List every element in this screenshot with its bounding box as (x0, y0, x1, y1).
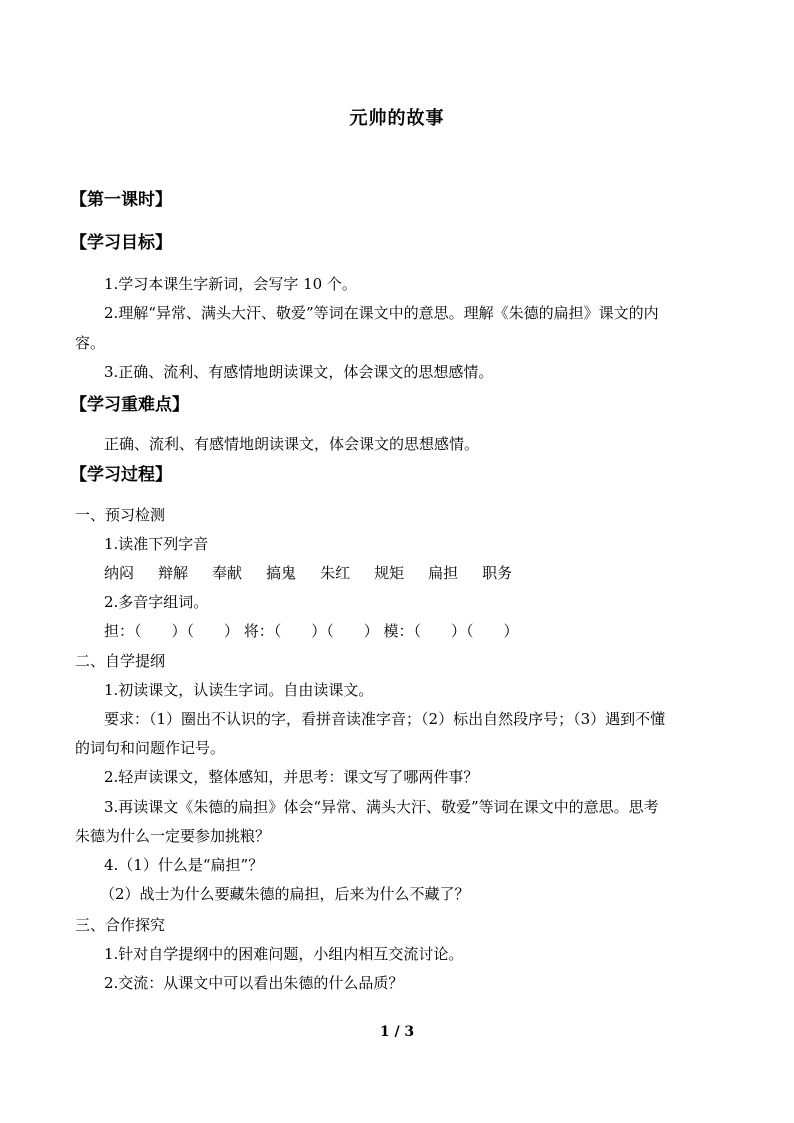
word-item: 辩解 (158, 564, 189, 582)
self-study-1: 1.初读课文，认读生字词。自由读课文。 (104, 681, 374, 699)
part-3-heading: 三、合作探究 (75, 916, 166, 934)
self-study-3: 3.再读课文《朱德的扁担》体会“异常、满头大汗、敬爱”等词在课文中的意思。思考 (104, 798, 659, 816)
key-points-text: 正确、流利、有感情地朗读课文，体会课文的思想感情。 (104, 435, 480, 453)
word-item: 奉献 (212, 564, 243, 582)
cooperation-2: 2.交流：从课文中可以看出朱德的什么品质？ (104, 974, 404, 992)
page-number: 1 / 3 (379, 1024, 415, 1040)
page-title: 元帅的故事 (349, 108, 445, 129)
part-1-heading: 一、预习检测 (75, 506, 166, 524)
word-list (104, 563, 512, 583)
requirements-continued: 的词句和问题作记号。 (75, 739, 226, 757)
read-words-prompt: 1.读准下列字音 (104, 535, 209, 553)
word-item: 搞鬼 (266, 564, 297, 582)
process-heading: 【学习过程】 (70, 465, 172, 485)
self-study-4: 4.（1）什么是“扁担”？ (104, 856, 264, 874)
word-item: 规矩 (374, 564, 405, 582)
cooperation-1: 1.针对自学提纲中的困难问题，小组内相互交流讨论。 (104, 945, 464, 963)
key-points-heading: 【学习重难点】 (70, 395, 189, 415)
word-item: 纳闷 (104, 564, 135, 582)
requirements: 要求：（1）圈出不认识的字，看拼音读准字音；（2）标出自然段序号；（3）遇到不懂 (104, 710, 666, 728)
goal-2: 2.理解“异常、满头大汗、敬爱”等词在课文中的意思。理解《朱德的扁担》课文的内 (104, 304, 659, 322)
word-item: 朱红 (320, 564, 351, 582)
polyphone-blanks: 担：（ ）（ ） 将：（ ）（ ） 模：（ ）（ ） (104, 622, 519, 640)
goals-heading: 【学习目标】 (70, 233, 172, 253)
word-item: 扁担 (428, 564, 459, 582)
word-item: 职务 (482, 564, 513, 582)
goal-2-continued: 容。 (75, 334, 106, 352)
goal-3: 3.正确、流利、有感情地朗读课文，体会课文的思想感情。 (104, 363, 494, 381)
self-study-4-sub: （2）战士为什么要藏朱德的扁担，后来为什么不藏了？ (100, 885, 470, 903)
lesson-heading: 【第一课时】 (70, 190, 172, 210)
self-study-2: 2.轻声读课文，整体感知，并思考：课文写了哪两件事？ (104, 768, 479, 786)
goal-1: 1.学习本课生字新词，会写字 10 个。 (104, 275, 357, 293)
part-2-heading: 二、自学提纲 (75, 652, 166, 670)
polyphone-prompt: 2.多音字组词。 (104, 593, 209, 611)
self-study-3-continued: 朱德为什么一定要参加挑粮？ (75, 827, 271, 845)
